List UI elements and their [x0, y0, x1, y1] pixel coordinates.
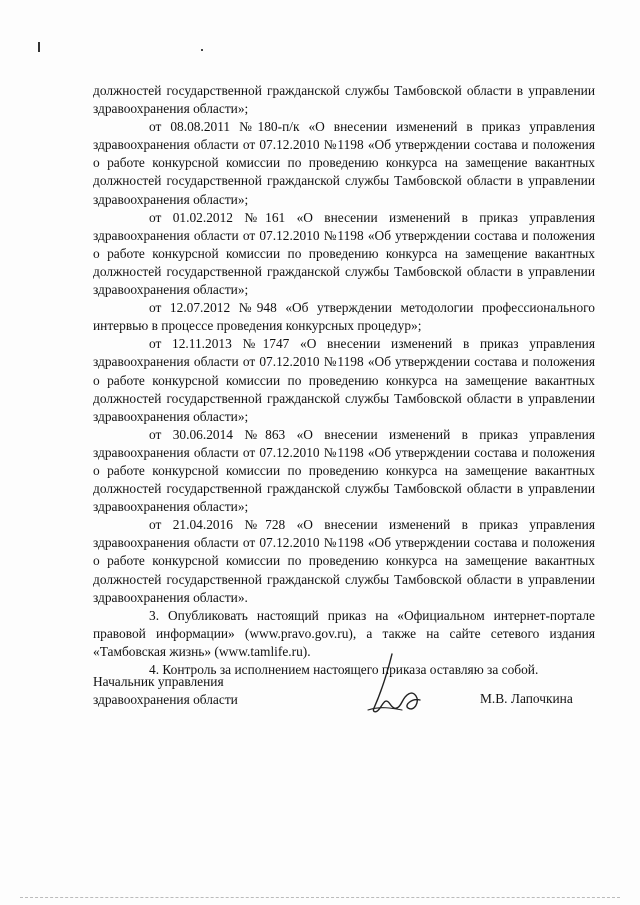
paragraph: от 30.06.2014 №863 «О внесении изменений в приказ управления здравоохранения области от 07.12.2010 №1198 «Об утверждении состава и положения о работе конкурсной комиссии по проведению конкурса на замещение вакантных должностей государственной гражданской службы Тамбовской области в управлении здравоохранения области»; [93, 426, 595, 515]
paragraph: от 12.11.2013 №1747 «О внесении изменений в приказ управления здравоохранения области от 07.12.2010 №1198 «Об утверждении состава и положения о работе конкурсной комиссии по проведению конкурса на замещение вакантных должностей государственной гражданской службы Тамбовской области в управлении здравоохранения области»; [93, 336, 595, 424]
signatory-title-line: Начальник управления [93, 674, 224, 689]
paragraph: 4. Контроль за исполнением настоящего приказа оставляю за собой. [149, 662, 539, 677]
document-body [93, 82, 595, 679]
paragraph: должностей государственной гражданской службы Тамбовской области в управлении здравоохранения области»; [93, 83, 595, 117]
signatory-name: М.В. Лапочкина [480, 691, 573, 706]
handwritten-signature [362, 650, 434, 722]
scan-artifact [201, 49, 203, 51]
paragraph: от 01.02.2012 №161 «О внесении изменений в приказ управления здравоохранения области от 07.12.2010 №1198 «Об утверждении состава и положения о работе конкурсной комиссии по проведению конкурса на замещение вакантных должностей государственной гражданской службы Тамбовской области в управлении здравоохранения области»; [93, 209, 595, 298]
scan-artifact [20, 897, 620, 899]
signatory-title [93, 673, 238, 709]
paragraph: от 08.08.2011 №180-п/к «О внесении изменений в приказ управления здравоохранения области от 07.12.2010 №1198 «Об утверждении состава и положения о работе конкурсной комиссии по проведению конкурса на замещение вакантных должностей государственной гражданской службы Тамбовской области в управлении здравоохранения области»; [93, 119, 595, 207]
paragraph: от 21.04.2016 №728 «О внесении изменений в приказ управления здравоохранения области от 07.12.2010 №1198 «Об утверждении состава и положения о работе конкурсной комиссии по проведению конкурса на замещение вакантных должностей государственной гражданской службы Тамбовской области в управлении здравоохранения области». [93, 517, 595, 605]
paragraph: 3. Опубликовать настоящий приказ на «Официальном интернет-портале правовой информации» (www.pravo.gov.ru), а также на сайте сетевого издания «Тамбовская жизнь» (www.tamlife.ru). [93, 607, 595, 659]
signatory-title-line: здравоохранения области [93, 692, 238, 707]
scan-artifact [38, 42, 40, 52]
paragraph: от 12.07.2012 №948 «Об утверждении методологии профессионального интервью в процессе проведения конкурсных процедур»; [93, 300, 595, 334]
